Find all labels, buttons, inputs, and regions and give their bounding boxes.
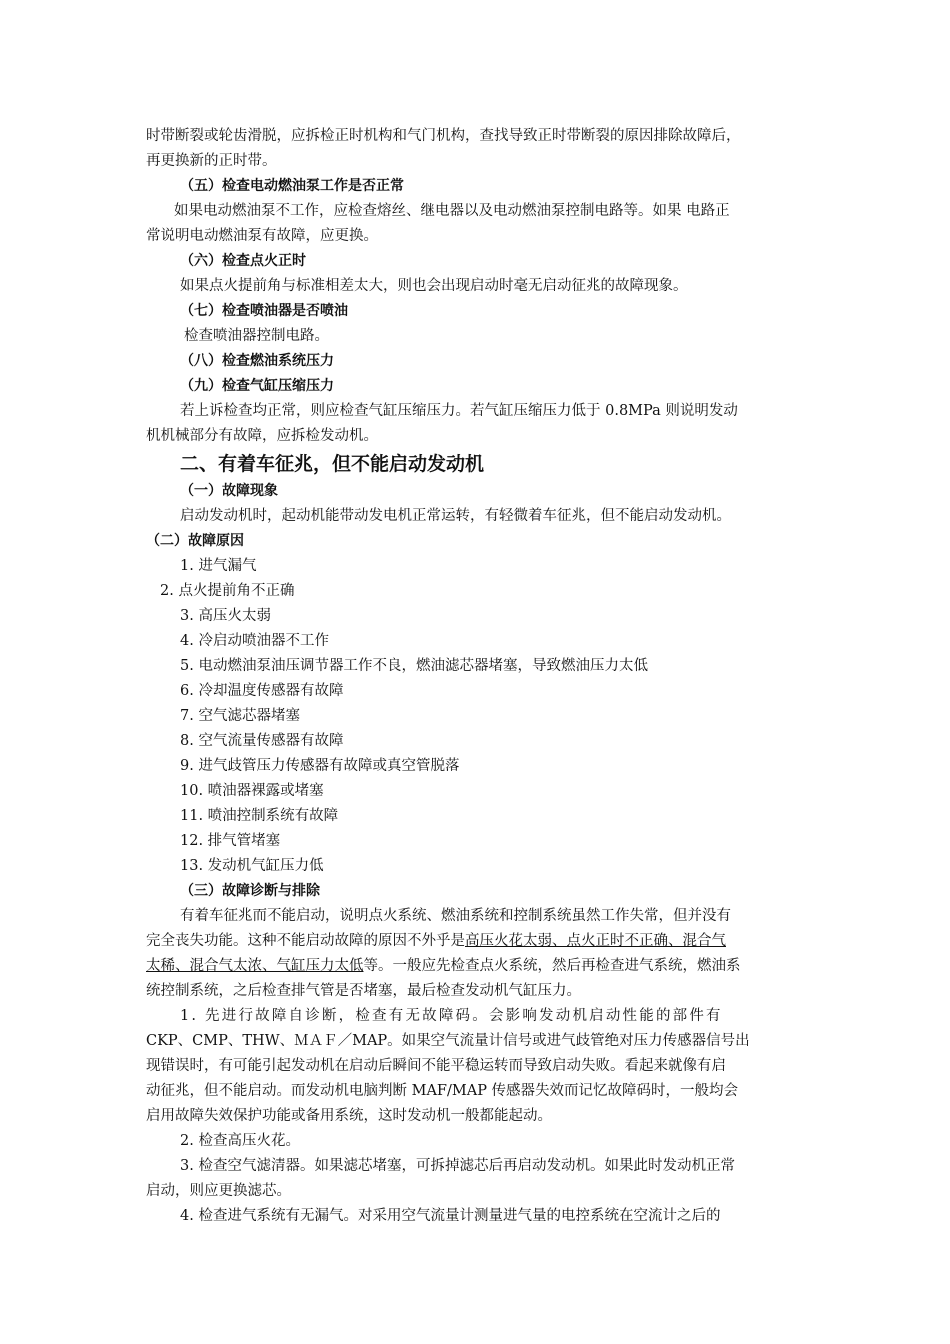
list-item: 12. 排气管堵塞 [180,833,281,849]
list-item: 6. 冷却温度传感器有故障 [180,683,344,699]
list-item: 3. 高压火太弱 [180,608,271,624]
list-item: 9. 进气歧管压力传感器有故障或真空管脱落 [180,758,460,774]
subsection-heading-5: （五）检查电动燃油泵工作是否正常 [180,178,404,194]
paragraph-line: 如果电动燃油泵不工作，应检查熔丝、继电器以及电动燃油泵控制电路等。如果 电路正 [174,203,730,219]
paragraph-line: 1. 先进行故障自诊断，检查有无故障码。会影响发动机启动性能的部件有 [180,1008,723,1024]
cause-list [146,554,808,879]
paragraph-line: 4. 检查进气系统有无漏气。对采用空气流量计测量进气量的电控系统在空流计之后的 [180,1208,721,1224]
paragraph-line: 常说明电动燃油泵有故障，应更换。 [146,228,378,244]
list-item: 10. 喷油器裸露或堵塞 [180,783,324,799]
paragraph-line: CKP、CMP、THW、ＭＡＦ／MAP。如果空气流量计信号或进气歧管绝对压力传感器信号出 [146,1033,750,1049]
list-item: 8. 空气流量传感器有故障 [180,733,344,749]
document-page [146,124,808,1229]
list-item: 2. 点火提前角不正确 [160,583,295,599]
paragraph-line: 时带断裂或轮齿滑脱，应拆检正时机构和气门机构，查找导致正时带断裂的原因排除故障后， [146,128,741,144]
paragraph-line: 统控制系统，之后检查排气管是否堵塞，最后检查发动机气缸压力。 [146,983,581,999]
list-item: 13. 发动机气缸压力低 [180,858,324,874]
paragraph-line: 启用故障失效保护功能或备用系统，这时发动机一般都能起动。 [146,1108,552,1124]
list-item: 4. 冷启动喷油器不工作 [180,633,329,649]
subsection-heading-7: （七）检查喷油器是否喷油 [180,303,348,319]
subsection-heading-diagnosis: （三）故障诊断与排除 [180,883,320,899]
paragraph-line: 现错误时，有可能引起发动机在启动后瞬间不能平稳运转而导致启动失败。看起来就像有启 [146,1058,726,1074]
paragraph-line: 再更换新的正时带。 [146,153,277,169]
list-item: 1. 进气漏气 [180,558,257,574]
subsection-heading-6: （六）检查点火正时 [180,253,306,269]
paragraph-line: 3. 检查空气滤清器。如果滤芯堵塞，可拆掉滤芯后再启动发动机。如果此时发动机正常 [180,1158,735,1174]
paragraph-line: 机机械部分有故障，应拆检发动机。 [146,428,378,444]
paragraph-line: 启动，则应更换滤芯。 [146,1183,291,1199]
text-run: 等。一般应先检查点火系统，然后再检查进气系统，燃油系 [363,958,741,974]
subsection-heading-8: （八）检查燃油系统压力 [180,353,334,369]
paragraph-line: 动征兆，但不能启动。而发动机电脑判断 MAF/MAP 传感器失效而记忆故障码时，一般均会 [146,1083,739,1099]
section-heading-2: 二、有着车征兆，但不能启动发动机 [180,453,485,475]
paragraph-line [146,954,808,979]
paragraph-line: 2. 检查高压火花。 [180,1133,300,1149]
list-item: 5. 电动燃油泵油压调节器工作不良，燃油滤芯器堵塞，导致燃油压力太低 [180,658,648,674]
paragraph-line: 有着车征兆而不能启动，说明点火系统、燃油系统和控制系统虽然工作失常，但并没有 [180,908,731,924]
subsection-heading-symptom: （一）故障现象 [180,483,278,499]
list-item: 7. 空气滤芯器堵塞 [180,708,300,724]
subsection-heading-9: （九）检查气缸压缩压力 [180,378,334,394]
paragraph-line: 如果点火提前角与标准相差太大，则也会出现启动时毫无启动征兆的故障现象。 [180,278,688,294]
text-run: 完全丧失功能。这种不能启动故障的原因不外乎是 [146,933,465,949]
paragraph-line [146,929,808,954]
underlined-text: 太稀、混合气太浓、气缸压力太低 [146,958,364,974]
paragraph-line: 若上诉检查均正常，则应检查气缸压缩压力。若气缸压缩压力低于 0.8MPa 则说明发动 [180,403,738,419]
underlined-text: 高压火花太弱、点火正时不正确、混合气 [465,933,726,949]
subsection-heading-causes: （二）故障原因 [146,533,244,549]
paragraph-line: 检查喷油器控制电路。 [184,328,329,344]
paragraph-line: 启动发动机时，起动机能带动发电机正常运转，有轻微着车征兆，但不能启动发动机。 [180,508,731,524]
list-item: 11. 喷油控制系统有故障 [180,808,339,824]
